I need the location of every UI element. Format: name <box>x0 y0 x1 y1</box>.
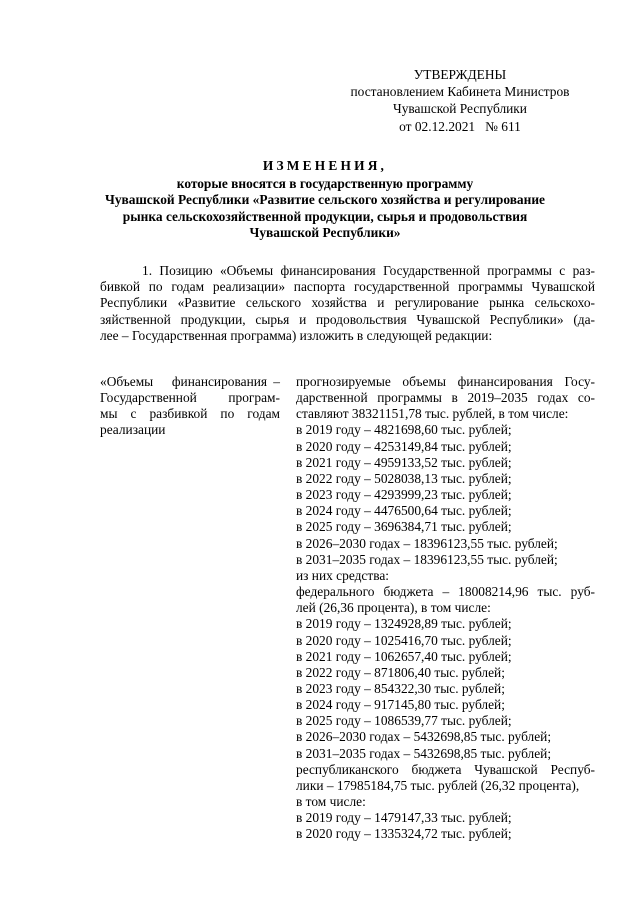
value-line: в 2023 году – 854322,30 тыс. рублей; <box>296 680 505 696</box>
value-line: в 2019 году – 1324928,89 тыс. рублей; <box>296 616 512 632</box>
label-line: мы с разбивкой по годам <box>100 406 280 422</box>
approval-title: УТВЕРЖДЕНЫ <box>413 67 507 82</box>
heading-line: рынка сельскохозяйственной продукции, сырья и продовольствия <box>122 208 528 224</box>
approval-stamp <box>330 66 590 135</box>
value-line: республиканского бюджета Чувашской Респуб- <box>296 761 595 777</box>
value-line: в 2019 году – 1479147,33 тыс. рублей; <box>296 810 512 826</box>
value-line: в 2024 году – 4476500,64 тыс. рублей; <box>296 503 512 519</box>
value-line: в 2019 году – 4821698,60 тыс. рублей; <box>296 422 512 438</box>
heading-title: ИЗМЕНЕНИЯ, <box>262 158 388 173</box>
paragraph-line: 1. Позицию «Объемы финансирования Государственной программы с раз- <box>142 263 595 278</box>
value-line: из них средства: <box>296 567 390 583</box>
paragraph-line: Республики «Развитие сельского хозяйства и регулирование рынка сельскохо- <box>100 295 595 311</box>
value-line: в 2021 году – 1062657,40 тыс. рублей; <box>296 648 512 664</box>
value-line: в 2031–2035 годах – 5432698,85 тыс. рублей; <box>296 745 552 761</box>
approval-issuer: постановлением Кабинета Министров <box>350 84 570 100</box>
label-line: реализации <box>100 422 166 438</box>
value-line: в 2026–2030 годах – 5432698,85 тыс. рублей; <box>296 729 552 745</box>
value-line: в 2020 году – 1025416,70 тыс. рублей; <box>296 632 512 648</box>
value-line: в 2031–2035 годах – 18396123,55 тыс. рублей; <box>296 551 558 567</box>
value-line: дарственной программы в 2019–2035 годах со- <box>296 390 595 406</box>
heading-line: Чувашской Республики «Развитие сельского хозяйства и регулирование <box>105 192 545 207</box>
approval-date-number: от 02.12.2021 № 611 <box>399 118 521 134</box>
value-line: прогнозируемые объемы финансирования Госу- <box>296 374 595 389</box>
value-line: в 2025 году – 3696384,71 тыс. рублей; <box>296 519 512 535</box>
value-line: в 2026–2030 годах – 18396123,55 тыс. рублей; <box>296 535 558 551</box>
paragraph-line: зяйственной продукции, сырья и продовольствия Чувашской Республики» (да- <box>100 311 595 327</box>
value-line: лей (26,36 процента), в том числе: <box>296 600 491 616</box>
value-line: в 2025 году – 1086539,77 тыс. рублей; <box>296 713 512 729</box>
intro-paragraph <box>100 263 595 344</box>
value-line: в 2022 году – 5028038,13 тыс. рублей; <box>296 470 512 486</box>
value-line: в 2021 году – 4959133,52 тыс. рублей; <box>296 454 512 470</box>
value-line: в 2020 году – 4253149,84 тыс. рублей; <box>296 438 512 454</box>
paragraph-line: лее – Государственная программа) изложить в следующей редакции: <box>100 327 493 343</box>
value-line: ставляют 38321151,78 тыс. рублей, в том числе: <box>296 406 569 422</box>
value-line: в 2022 году – 871806,40 тыс. рублей; <box>296 664 505 680</box>
paragraph-line: бивкой по годам реализации» паспорта государственной программы Чувашской <box>100 279 595 295</box>
document-heading <box>60 158 590 242</box>
value-line: в 2024 году – 917145,80 тыс. рублей; <box>296 697 505 713</box>
heading-line: Чувашской Республики» <box>249 225 401 240</box>
approval-republic: Чувашской Республики <box>393 101 527 117</box>
heading-line: которые вносятся в государственную программу <box>176 175 474 191</box>
value-line: в том числе: <box>296 794 366 810</box>
funding-label-column <box>100 374 280 439</box>
label-line: Государственной програм- <box>100 390 280 406</box>
label-line: «Объемы финансирования – <box>100 374 280 389</box>
value-line: лики – 17985184,75 тыс. рублей (26,32 процента), <box>296 777 580 793</box>
value-line: в 2020 году – 1335324,72 тыс. рублей; <box>296 826 512 842</box>
value-line: в 2023 году – 4293999,23 тыс. рублей; <box>296 487 512 503</box>
value-line: федерального бюджета – 18008214,96 тыс. руб- <box>296 584 595 600</box>
funding-value-column <box>296 374 595 843</box>
